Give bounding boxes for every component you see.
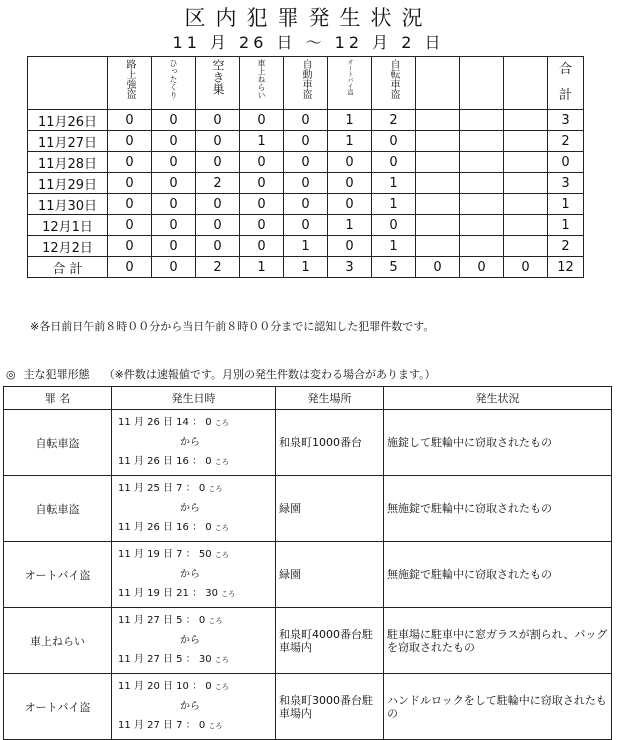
- stats-total-cell: 1: [548, 194, 584, 215]
- situation-cell: 施錠して駐輪中に窃取されたもの: [384, 410, 612, 476]
- detail-row: [4, 674, 612, 740]
- stats-count-cell: 0: [284, 152, 328, 173]
- stats-count-cell: [504, 236, 548, 257]
- datetime-to-value: 11 月 19 日 21 ： 30: [118, 588, 218, 599]
- stats-count-cell: [416, 194, 460, 215]
- stats-count-cell: 0: [240, 152, 284, 173]
- stats-corner-cell: [28, 57, 108, 110]
- stats-count-cell: 0: [372, 131, 416, 152]
- stats-date-cell: 11月29日: [28, 173, 108, 194]
- header-crime: 罪 名: [4, 387, 112, 410]
- stats-row: [28, 110, 584, 131]
- details-header-row: [4, 387, 612, 410]
- stats-row: [28, 173, 584, 194]
- stats-date-cell: 11月27日: [28, 131, 108, 152]
- count-note: ※各日前日午前８時００分から当日午前８時００分までに認知した犯罪件数です。: [30, 320, 435, 333]
- kara-label: から: [180, 437, 200, 448]
- stats-count-cell: 0: [328, 152, 372, 173]
- place-cell: 和泉町3000番台駐車場内: [276, 674, 384, 740]
- stats-count-cell: [416, 173, 460, 194]
- stats-count-cell: 0: [240, 173, 284, 194]
- report-period: 11 月 26 日 ～ 12 月 2 日: [172, 33, 445, 52]
- koro-label: ころ: [208, 722, 223, 730]
- stats-grand-total: 12: [548, 257, 584, 278]
- stats-row: [28, 215, 584, 236]
- stats-count-cell: 0: [108, 152, 152, 173]
- datetime-cell: [112, 410, 276, 476]
- stats-count-cell: [504, 152, 548, 173]
- stats-count-cell: [416, 215, 460, 236]
- stats-count-cell: 1: [284, 236, 328, 257]
- header-situation: 発生状況: [384, 387, 612, 410]
- stats-count-cell: 0: [196, 110, 240, 131]
- crime-stats-table: [27, 56, 584, 278]
- datetime-cell: [112, 674, 276, 740]
- stats-count-cell: 0: [240, 215, 284, 236]
- place-cell: 緑園: [276, 476, 384, 542]
- column-header: [504, 57, 548, 110]
- crime-name-cell: 車上ねらい: [4, 608, 112, 674]
- stats-count-cell: [460, 152, 504, 173]
- stats-count-cell: 1: [372, 194, 416, 215]
- stats-count-cell: 0: [196, 152, 240, 173]
- detail-row: [4, 476, 612, 542]
- stats-count-cell: 0: [328, 173, 372, 194]
- stats-count-cell: 0: [240, 236, 284, 257]
- place-cell: 緑園: [276, 542, 384, 608]
- column-header: 自動車盗: [284, 57, 328, 110]
- stats-count-cell: 0: [372, 215, 416, 236]
- stats-count-cell: 0: [108, 194, 152, 215]
- stats-date-cell: 12月2日: [28, 236, 108, 257]
- datetime-from-value: 11 月 26 日 14 ： 0: [118, 417, 212, 428]
- datetime-to: [118, 584, 275, 604]
- stats-count-cell: 0: [196, 131, 240, 152]
- stats-total-cell: 3: [548, 110, 584, 131]
- stats-sum-label: 合 計: [28, 257, 108, 278]
- datetime-cell: [112, 542, 276, 608]
- stats-count-cell: 2: [196, 173, 240, 194]
- header-place: 発生場所: [276, 387, 384, 410]
- stats-date-cell: 12月1日: [28, 215, 108, 236]
- stats-count-cell: [504, 173, 548, 194]
- datetime-from-value: 11 月 27 日 5 ： 0: [118, 615, 206, 626]
- stats-count-cell: [504, 110, 548, 131]
- situation-cell: 無施錠で駐輪中に窃取されたもの: [384, 476, 612, 542]
- stats-header-row: [28, 57, 584, 110]
- detail-row: [4, 608, 612, 674]
- stats-sum-cell: 0: [416, 257, 460, 278]
- stats-total-cell: 0: [548, 152, 584, 173]
- place-cell: 和泉町4000番台駐車場内: [276, 608, 384, 674]
- koro-label: ころ: [214, 458, 229, 466]
- datetime-from: [118, 479, 275, 499]
- datetime-to-value: 11 月 27 日 5 ： 30: [118, 654, 212, 665]
- datetime-to: [118, 716, 275, 736]
- stats-sum-cell: 2: [196, 257, 240, 278]
- koro-label: ころ: [221, 590, 236, 598]
- stats-date-cell: 11月28日: [28, 152, 108, 173]
- column-header: [460, 57, 504, 110]
- datetime-from-value: 11 月 19 日 7 ： 50: [118, 549, 212, 560]
- stats-count-cell: 0: [152, 131, 196, 152]
- stats-count-cell: 0: [196, 236, 240, 257]
- situation-cell: 無施錠で駐輪中に窃取されたもの: [384, 542, 612, 608]
- detail-row: [4, 542, 612, 608]
- section-mark: ◎: [6, 368, 16, 381]
- stats-count-cell: [460, 131, 504, 152]
- stats-total-cell: 3: [548, 173, 584, 194]
- koro-label: ころ: [208, 485, 223, 493]
- stats-sum-cell: 1: [284, 257, 328, 278]
- stats-count-cell: 0: [240, 194, 284, 215]
- header-datetime: 発生日時: [112, 387, 276, 410]
- stats-row: [28, 131, 584, 152]
- datetime-to: [118, 452, 275, 472]
- stats-count-cell: 0: [152, 236, 196, 257]
- datetime-to-value: 11 月 26 日 16 ： 0: [118, 456, 212, 467]
- stats-row: [28, 236, 584, 257]
- stats-count-cell: 2: [372, 110, 416, 131]
- stats-count-cell: [460, 215, 504, 236]
- stats-count-cell: 0: [196, 215, 240, 236]
- stats-count-cell: [416, 110, 460, 131]
- stats-count-cell: [504, 131, 548, 152]
- stats-total-cell: 2: [548, 131, 584, 152]
- stats-sum-cell: 5: [372, 257, 416, 278]
- datetime-from: [118, 545, 275, 565]
- stats-count-cell: 0: [284, 110, 328, 131]
- kara-label: から: [180, 503, 200, 514]
- crime-name-cell: 自転車盗: [4, 410, 112, 476]
- stats-count-cell: 0: [372, 152, 416, 173]
- detail-row: [4, 410, 612, 476]
- datetime-from: [118, 413, 275, 433]
- koro-label: ころ: [214, 551, 229, 559]
- stats-sum-cell: 0: [460, 257, 504, 278]
- place-cell: 和泉町1000番台: [276, 410, 384, 476]
- stats-sum-row: [28, 257, 584, 278]
- stats-count-cell: 0: [284, 173, 328, 194]
- situation-cell: 駐車場に駐車中に窓ガラスが割られ、バッグを窃取されたもの: [384, 608, 612, 674]
- stats-count-cell: [460, 194, 504, 215]
- koro-label: ころ: [214, 683, 229, 691]
- stats-count-cell: 0: [152, 173, 196, 194]
- stats-count-cell: 1: [328, 215, 372, 236]
- stats-sum-cell: 3: [328, 257, 372, 278]
- stats-count-cell: 0: [152, 110, 196, 131]
- crime-name-cell: 自転車盗: [4, 476, 112, 542]
- koro-label: ころ: [214, 656, 229, 664]
- datetime-from: [118, 611, 275, 631]
- stats-count-cell: [460, 173, 504, 194]
- stats-sum-cell: 0: [108, 257, 152, 278]
- column-header: ひったくり: [152, 57, 196, 110]
- kara-label: から: [180, 569, 200, 580]
- stats-count-cell: [416, 152, 460, 173]
- stats-count-cell: [504, 194, 548, 215]
- stats-count-cell: 0: [108, 131, 152, 152]
- column-header: 自転車盗: [372, 57, 416, 110]
- koro-label: ころ: [214, 419, 229, 427]
- stats-count-cell: 0: [284, 194, 328, 215]
- page-title: 区内犯罪発生状況: [184, 6, 433, 30]
- stats-count-cell: [460, 110, 504, 131]
- stats-count-cell: 0: [284, 215, 328, 236]
- stats-count-cell: 1: [372, 236, 416, 257]
- total-head-1: 合: [558, 62, 572, 77]
- datetime-from-value: 11 月 20 日 10 ： 0: [118, 681, 212, 692]
- datetime-from: [118, 677, 275, 697]
- stats-date-cell: 11月30日: [28, 194, 108, 215]
- datetime-to: [118, 518, 275, 538]
- crime-name-cell: オートバイ盗: [4, 542, 112, 608]
- section-title: 主な犯罪形態: [23, 368, 90, 381]
- stats-count-cell: 0: [108, 215, 152, 236]
- datetime-to: [118, 650, 275, 670]
- datetime-cell: [112, 476, 276, 542]
- stats-count-cell: 0: [284, 131, 328, 152]
- column-header: 路上強盗: [108, 57, 152, 110]
- stats-row: [28, 194, 584, 215]
- section-heading: [6, 366, 436, 382]
- stats-count-cell: [460, 236, 504, 257]
- stats-count-cell: 0: [328, 194, 372, 215]
- stats-date-cell: 11月26日: [28, 110, 108, 131]
- stats-count-cell: 1: [328, 110, 372, 131]
- stats-count-cell: 1: [328, 131, 372, 152]
- kara-label: から: [180, 635, 200, 646]
- datetime-cell: [112, 608, 276, 674]
- total-column-header: [548, 57, 584, 110]
- stats-count-cell: 1: [240, 131, 284, 152]
- koro-label: ころ: [208, 617, 223, 625]
- column-header: オートバイ盗: [328, 57, 372, 110]
- kara-label: から: [180, 701, 200, 712]
- koro-label: ころ: [214, 524, 229, 532]
- stats-count-cell: [504, 215, 548, 236]
- total-head-2: 計: [558, 88, 572, 103]
- stats-count-cell: [416, 131, 460, 152]
- stats-sum-cell: 0: [504, 257, 548, 278]
- crime-name-cell: オートバイ盗: [4, 674, 112, 740]
- section-note: （※件数は速報値です。月別の発生件数は変わる場合があります。）: [103, 368, 436, 381]
- datetime-from-value: 11 月 25 日 7 ： 0: [118, 483, 206, 494]
- stats-count-cell: 0: [240, 110, 284, 131]
- stats-count-cell: 0: [108, 173, 152, 194]
- datetime-to-value: 11 月 27 日 7 ： 0: [118, 720, 206, 731]
- stats-sum-cell: 1: [240, 257, 284, 278]
- crime-details-table: [3, 386, 612, 740]
- datetime-to-value: 11 月 26 日 16 ： 0: [118, 522, 212, 533]
- stats-row: [28, 152, 584, 173]
- stats-count-cell: 0: [328, 236, 372, 257]
- stats-count-cell: 0: [152, 215, 196, 236]
- stats-count-cell: 0: [152, 152, 196, 173]
- column-header: 車上ねらい: [240, 57, 284, 110]
- stats-total-cell: 1: [548, 215, 584, 236]
- stats-sum-cell: 0: [152, 257, 196, 278]
- stats-count-cell: 1: [372, 173, 416, 194]
- stats-count-cell: 0: [108, 236, 152, 257]
- column-header: [416, 57, 460, 110]
- situation-cell: ハンドルロックをして駐輪中に窃取されたもの: [384, 674, 612, 740]
- stats-total-cell: 2: [548, 236, 584, 257]
- stats-count-cell: 0: [108, 110, 152, 131]
- stats-count-cell: [416, 236, 460, 257]
- stats-count-cell: 0: [196, 194, 240, 215]
- stats-count-cell: 0: [152, 194, 196, 215]
- column-header: 空き巣: [196, 57, 240, 110]
